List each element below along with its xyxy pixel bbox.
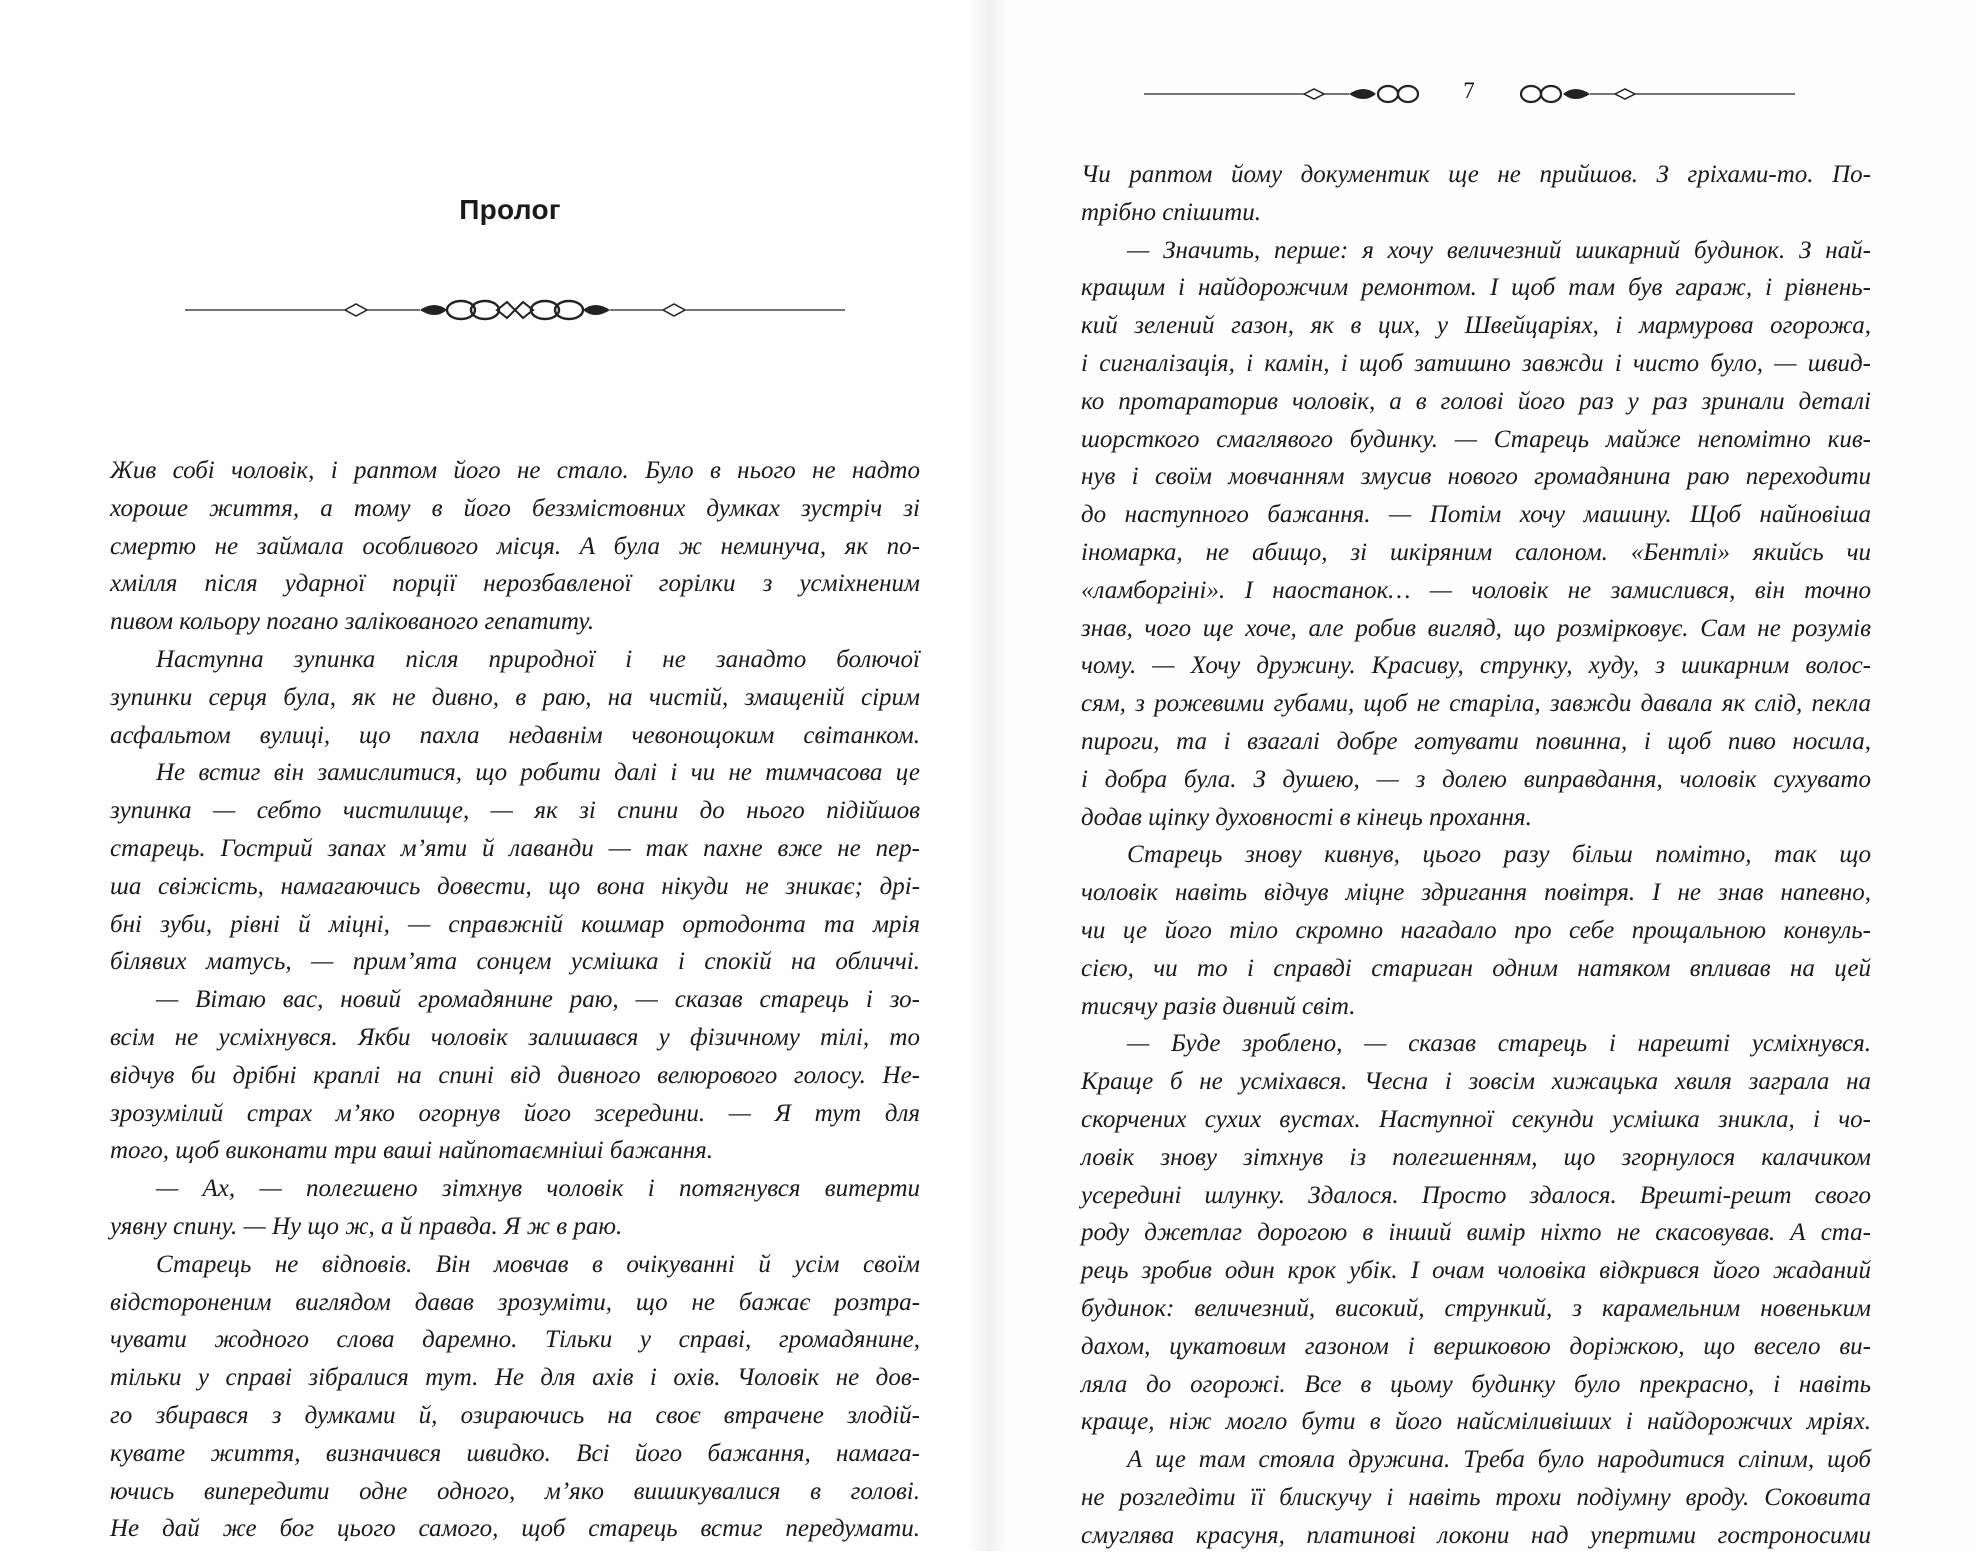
text-line: рець зробив один крок убік. І очам чоловіка відкрився його жаданий — [1081, 1257, 1871, 1285]
text-line: роду джетлаг дорогою в інший вимір ніхто не скасовував. А ста- — [1081, 1219, 1871, 1247]
text-line: ловік знову зітхнув із полегшенням, що згорнулося калачиком — [1081, 1143, 1871, 1171]
text-line: краще, ніж могло бути в його найсміливіших і найдорожчих мріях. — [1081, 1408, 1871, 1436]
text-line: — Вітаю вас, новий громадянине раю, — сказав старець і зо- — [156, 986, 920, 1014]
text-line: хмілля після ударної порції нерозбавленої горілки з усміхненим — [110, 570, 920, 598]
text-line: бні зуби, рівні й міцні, — справжній кошмар ортодонта та мрія — [110, 910, 920, 938]
text-line: зупинки серця була, як не дивно, в раю, на чистій, змащеній сірим — [110, 683, 920, 711]
header-ornament-right — [1515, 80, 1795, 108]
text-line: того, щоб виконати три ваші найпотаємніші бажання. — [110, 1137, 714, 1165]
text-line: «ламборгіні». І наостанок… — чоловік не замислився, він точно — [1081, 576, 1871, 604]
text-line: пироги, та і взагалі добре готувати повинна, і щоб пиво носила, — [1081, 727, 1871, 755]
text-line: і добра була. З душею, — з долею виправдання, чоловік сухувато — [1081, 765, 1871, 793]
text-line: асфальтом вулиці, що пахла недавнім чевонощоким світанком. — [110, 721, 920, 749]
text-line: Не дай же бог цього самого, щоб старець встиг передумати. — [110, 1515, 920, 1543]
text-line: хороше життя, а тому в його беззмістовних думках зустріч зі — [110, 494, 920, 522]
text-line: кий зелений газон, як в цих, у Швейцаріях, і мармурова огорожа, — [1081, 312, 1871, 340]
text-line: зрозумілий страх м’яко огорнув його зсередини. — Я тут для — [110, 1099, 920, 1127]
text-line: Чи раптом йому документик ще не прийшов. З гріхами-то. По- — [1081, 161, 1871, 188]
text-line: дахом, цукатовим газоном і вершковою доріжкою, що весело ви- — [1081, 1332, 1871, 1360]
text-line: чувати жодного слова даремно. Тільки у справі, громадянине, — [110, 1326, 920, 1354]
text-line: ляла до огорожі. Все в цьому будинку було прекрасно, і навіть — [1081, 1370, 1871, 1398]
left-page-text — [110, 452, 920, 1548]
text-line: го збирався з думками й, озираючись на своє втрачене злодій- — [110, 1401, 920, 1429]
text-line: до наступного бажання. — Потім хочу машину. Щоб найновіша — [1081, 501, 1871, 529]
text-line: ко протараторив чоловік, а в голові його раз у раз зринали деталі — [1081, 387, 1871, 415]
text-line: кувате життя, визначився швидко. Всі його бажання, намага- — [110, 1439, 920, 1467]
text-line: зупинка — себто чистилище, — як зі спини до нього підійшов — [110, 797, 920, 825]
text-line: А ще там стояла дружина. Треба було народитися сліпим, щоб — [1127, 1446, 1871, 1474]
text-line: старець. Гострий запах м’яти й лаванди — так пахне вже не пер- — [110, 834, 920, 862]
text-line: трібно спішити. — [1081, 198, 1261, 226]
text-line: чоловік навіть відчув міцне здригання повітря. І не знав напевно, — [1081, 879, 1871, 907]
text-line: — Значить, перше: я хочу величезний шикарний будинок. З най- — [1127, 236, 1871, 264]
text-line: Старець не відповів. Він мовчав в очікуванні й усім своїм — [156, 1250, 920, 1278]
page-number: 7 — [1463, 78, 1475, 103]
chapter-title: Пролог — [459, 194, 561, 225]
text-line: будинок: величезний, високий, стрункий, з карамельним новеньким — [1081, 1294, 1871, 1322]
text-line: ша свіжість, намагаючись довести, що вона нікуди не зникає; дрі- — [110, 872, 920, 900]
text-line: ючись випередити одне одного, м’яко вишикувалися в голові. — [110, 1477, 920, 1505]
text-line: Наступна зупинка після природної і не занадто болючої — [156, 645, 920, 673]
text-line: Жив собі чоловік, і раптом його не стало. Було в нього не надто — [110, 457, 920, 484]
text-line: сям, з рожевими губами, щоб не старіла, завжди давала як слід, пекла — [1081, 690, 1871, 718]
text-line: Краще б не усміхався. Чесна і зовсім хижацька хвиля заграла на — [1081, 1068, 1871, 1096]
text-line: пивом кольору погано залікованого гепатиту. — [110, 608, 595, 636]
text-line: додав щіпку духовності в кінець прохання. — [1081, 803, 1532, 831]
text-line: не розгледіти її блискучу і навіть трохи подіумну вроду. Соковита — [1081, 1483, 1871, 1511]
text-line: відчув би дрібні краплі на спині від дивного велюрового голосу. Не- — [110, 1061, 920, 1089]
text-line: смертю не займала особливого місця. А була ж неминуча, як по- — [110, 532, 920, 560]
text-line: і сигналізація, і камін, і щоб затишно завжди і чисто було, — швид- — [1081, 349, 1871, 377]
text-line: — Буде зроблено, — сказав старець і нарешті усміхнувся. — [1127, 1030, 1871, 1058]
text-line: — Ах, — полегшено зітхнув чоловік і потягнувся витерти — [156, 1175, 920, 1203]
text-line: іномарка, не абищо, зі шкіряним салоном. «Бентлі» якийсь чи — [1081, 538, 1871, 566]
text-line: смуглява красуня, платинові локони над упертими гостроносими — [1081, 1521, 1871, 1549]
text-line: Не встиг він замислитися, що робити далі і чи не тимчасова це — [156, 759, 920, 787]
text-line: сією, чи то і справді стариган одним натяком впливав на цей — [1081, 954, 1871, 982]
text-line: відстороненим виглядом давав зрозуміти, що не бажає розтра- — [110, 1288, 920, 1316]
text-line: тисячу разів дивний світ. — [1081, 992, 1356, 1020]
text-line: чи це його тіло скромно нагадало про себе прощальною конвуль- — [1081, 916, 1871, 944]
chapter-ornament — [185, 292, 845, 328]
text-line: нув і своїм мовчанням змусив нового громадянина раю переходити — [1081, 463, 1871, 491]
book-gutter — [968, 0, 1008, 1551]
text-line: білявих матусь, — прим’ята сонцем усмішка і спокій на обличчі. — [110, 948, 920, 976]
text-line: кращим і найдорожчим ремонтом. І щоб там був гараж, і рівнень- — [1081, 274, 1871, 302]
text-line: тільки у справі зібралися тут. Не для ахів і охів. Чоловік не дов- — [110, 1364, 920, 1392]
text-line: усередині шлунку. Здалося. Просто здалося. Врешті-решт свого — [1081, 1181, 1871, 1209]
right-page-text — [1081, 156, 1871, 1554]
header-ornament-left — [1144, 80, 1424, 108]
text-line: Старець знову кивнув, цього разу більш помітно, так що — [1127, 841, 1871, 869]
text-line: уявну спину. — Ну що ж, а й правда. Я ж в раю. — [110, 1212, 623, 1240]
text-line: скорчених сухих вустах. Наступної секунди усмішка зникла, і чо- — [1081, 1105, 1871, 1133]
text-line: чому. — Хочу дружину. Красиву, струнку, худу, з шикарним волос- — [1081, 652, 1871, 680]
text-line: шорсткого смаглявого будинку. — Старець майже непомітно кив- — [1081, 425, 1871, 453]
text-line: всім не усміхнувся. Якби чоловік залишався у фізичному тілі, то — [110, 1023, 920, 1051]
text-line: знав, чого ще хоче, але робив вигляд, що розмірковує. Сам не розумів — [1081, 614, 1871, 642]
